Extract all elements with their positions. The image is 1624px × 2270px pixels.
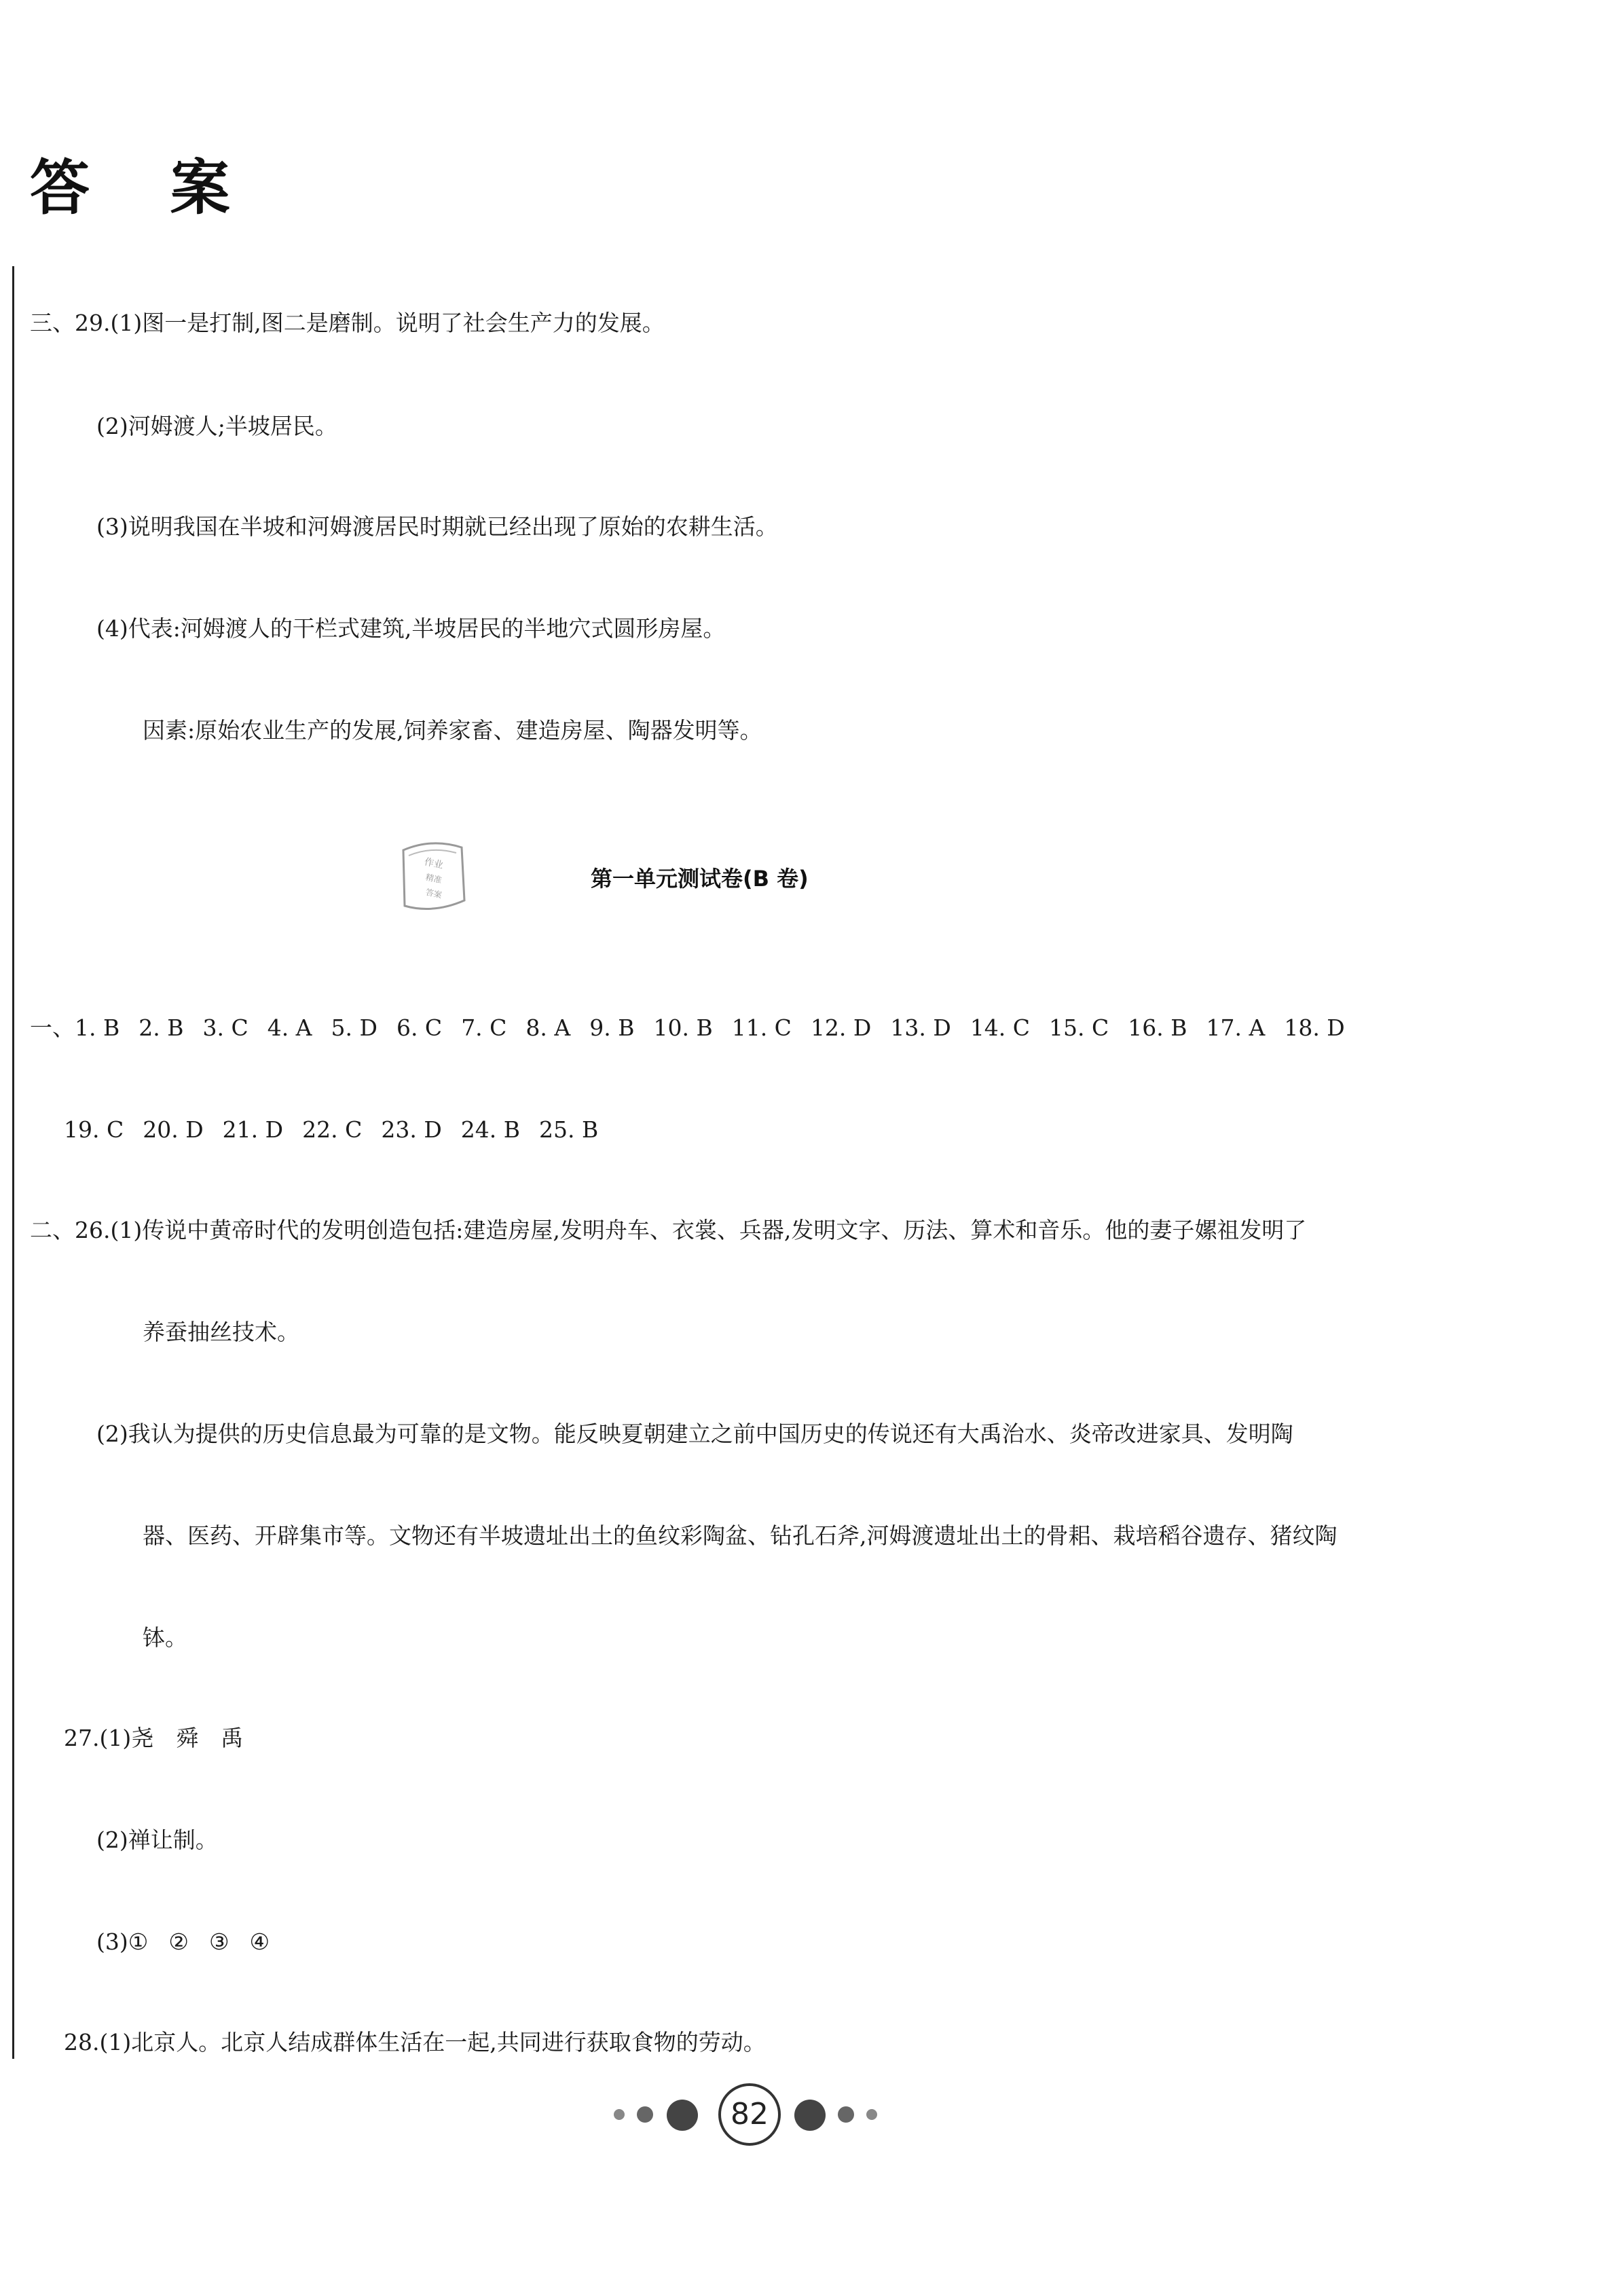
- choice-item: 9. B: [589, 1014, 635, 1041]
- decor-dot: [667, 2100, 698, 2131]
- choice-item: 1. B: [75, 1014, 120, 1041]
- svg-text:作业: 作业: [423, 856, 445, 871]
- answer-q26-1: 二、26.(1)传说中黄帝时代的发明创造包括:建造房屋,发明舟车、衣裳、兵器,发明文字、历法、算术和音乐。他的妻子嫘祖发明了: [30, 1217, 1307, 1243]
- choice-item: 5. D: [331, 1014, 377, 1041]
- answer-q29-2: (2)河姆渡人;半坡居民。: [96, 413, 337, 439]
- choice-item: 8. A: [525, 1014, 571, 1041]
- watermark-stamp: [391, 835, 473, 917]
- order-item: ④: [249, 1928, 270, 1955]
- choice-item: 11. C: [731, 1014, 792, 1041]
- answer-q27-3: [96, 1927, 290, 1957]
- answer-q28-1: 28.(1)北京人。北京人结成群体生活在一起,共同进行获取食物的劳动。: [64, 2029, 766, 2055]
- choice-item: 24. B: [460, 1116, 521, 1143]
- choice-item: 3. C: [202, 1014, 248, 1041]
- choice-item: 10. B: [653, 1014, 713, 1041]
- choice-item: 15. C: [1049, 1014, 1109, 1041]
- answer-q27-3-prefix: (3): [96, 1928, 128, 1955]
- decor-dot: [637, 2106, 653, 2123]
- answer-q26-2-cont1: 器、医药、开辟集市等。文物还有半坡遗址出土的鱼纹彩陶盆、钻孔石斧,河姆渡遗址出土的骨耜、栽培稻谷遗存、猪纹陶: [143, 1522, 1337, 1549]
- order-item: ②: [168, 1928, 189, 1955]
- page-title: 答 案: [30, 152, 260, 223]
- choice-item: 16. B: [1128, 1014, 1187, 1041]
- answer-q29-1: 三、29.(1)图一是打制,图二是磨制。说明了社会生产力的发展。: [30, 310, 665, 336]
- decor-dot: [614, 2109, 625, 2120]
- svg-text:精准: 精准: [424, 872, 443, 885]
- page-number: 82: [718, 2083, 781, 2146]
- choice-item: 12. D: [810, 1014, 872, 1041]
- decor-dot: [866, 2109, 877, 2120]
- order-item: ①: [128, 1928, 149, 1955]
- answer-q29-3: (3)说明我国在半坡和河姆渡居民时期就已经出现了原始的农耕生活。: [96, 513, 778, 540]
- order-item: ③: [208, 1928, 229, 1955]
- answer-q26-1-cont: 养蚕抽丝技术。: [143, 1319, 299, 1345]
- page-footer: [597, 2083, 896, 2151]
- choice-prefix: 一、: [30, 1014, 75, 1041]
- answer-q29-4-factors: 因素:原始农业生产的发展,饲养家畜、建造房屋、陶器发明等。: [143, 717, 762, 744]
- choice-item: 18. D: [1284, 1014, 1345, 1041]
- answer-q27-1: 27.(1)尧 舜 禹: [64, 1725, 244, 1751]
- choice-item: 2. B: [139, 1014, 184, 1041]
- choice-item: 4. A: [267, 1014, 312, 1041]
- choice-item: 6. C: [396, 1014, 443, 1041]
- svg-text:答案: 答案: [424, 887, 443, 900]
- answer-q26-2-cont2: 钵。: [143, 1624, 187, 1651]
- choice-item: 13. D: [890, 1014, 951, 1041]
- margin-rule: [12, 266, 14, 2059]
- section-title: 第一单元测试卷(B 卷): [591, 866, 809, 892]
- choice-item: 25. B: [539, 1116, 599, 1143]
- choice-item: 19. C: [64, 1116, 124, 1143]
- choice-item: 22. C: [302, 1116, 363, 1143]
- choice-answers-row1: [30, 1013, 1364, 1043]
- choice-item: 7. C: [461, 1014, 507, 1041]
- choice-item: 20. D: [143, 1116, 204, 1143]
- answer-q26-2: (2)我认为提供的历史信息最为可靠的是文物。能反映夏朝建立之前中国历史的传说还有大禹治水、炎帝改进家具、发明陶: [96, 1421, 1293, 1447]
- choice-answers-row2: [64, 1115, 617, 1145]
- choice-item: 21. D: [222, 1116, 284, 1143]
- choice-item: 14. C: [970, 1014, 1031, 1041]
- choice-item: 17. A: [1206, 1014, 1266, 1041]
- decor-dot: [794, 2100, 826, 2131]
- choice-item: 23. D: [381, 1116, 442, 1143]
- answer-q29-4: (4)代表:河姆渡人的干栏式建筑,半坡居民的半地穴式圆形房屋。: [96, 615, 726, 642]
- answer-q27-2: (2)禅让制。: [96, 1827, 218, 1853]
- decor-dot: [838, 2106, 854, 2123]
